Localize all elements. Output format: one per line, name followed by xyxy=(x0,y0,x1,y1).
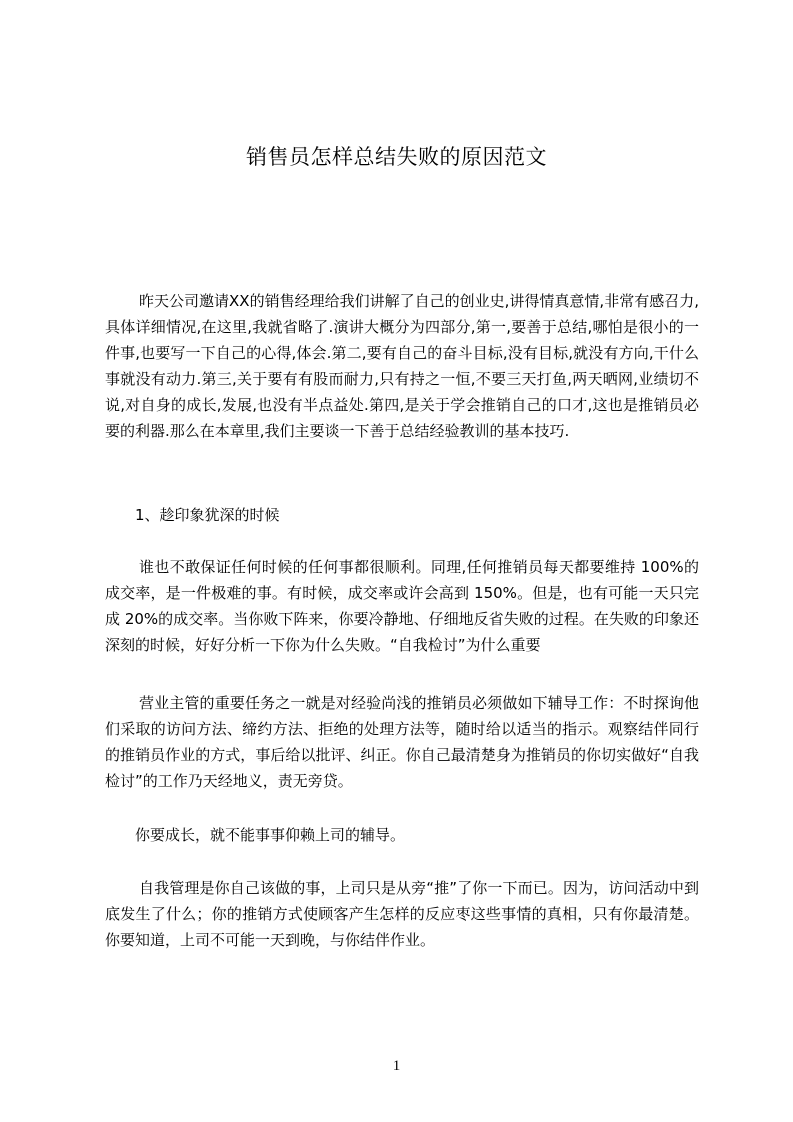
section-paragraph-1: 谁也不敢保证任何时候的任何事都很顺利。同理,任何推销员每天都要维持 100%的成交率，是一件极难的事。有时候，成交率或许会高到 150%。但是，也有可能一天只完成 20%的成交率。当你败下阵来，你要冷静地、仔细地反省失败的过程。在失败的印象还深刻的时候，好好分析一下你为什么失败。“自我检讨”为什么重要 xyxy=(105,558,699,654)
section-paragraph-2: 营业主管的重要任务之一就是对经验尚浅的推销员必须做如下辅导工作：不时探询他们采取的访问方法、缔约方法、拒绝的处理方法等，随时给以适当的指示。观察结伴同行的推销员作业的方式，事后给以批评、纠正。你自己最清楚身为推销员的你切实做好“自我检讨”的工作乃天经地义，责无旁贷。 xyxy=(105,694,699,790)
section-paragraph-3: 你要成长，就不能事事仰赖上司的辅导。 xyxy=(135,826,406,844)
document-title: 销售员怎样总结失败的原因范文 xyxy=(246,145,547,169)
intro-paragraph: 昨天公司邀请XX的销售经理给我们讲解了自己的创业史,讲得情真意情,非常有感召力,具体详细情况,在这里,我就省略了.演讲大概分为四部分,第一,要善于总结,哪怕是很小的一件事,也要写一下自己的心得,体会.第二,要有自己的奋斗目标,没有目标,就没有方向,干什么事就没有动力.第三,关于要有有股而耐力,只有持之一恒,不要三天打鱼,两天晒网,业绩切不说,对自身的成长,发展,也没有半点益处.第四,是关于学会推销自己的口才,这也是推销员必要的利器.那么在本章里,我们主要谈一下善于总结经验教训的基本技巧. xyxy=(105,292,699,440)
section-paragraph-4: 自我管理是你自己该做的事，上司只是从旁“推”了你一下而已。因为，访问活动中到底发生了什么；你的推销方式使顾客产生怎样的反应枣这些事情的真相，只有你最清楚。你要知道，上司不可能一天到晚，与你结伴作业。 xyxy=(105,879,699,949)
section-heading: 1、趁印象犹深的时候 xyxy=(135,506,280,524)
page-number: 1 xyxy=(392,1058,401,1074)
